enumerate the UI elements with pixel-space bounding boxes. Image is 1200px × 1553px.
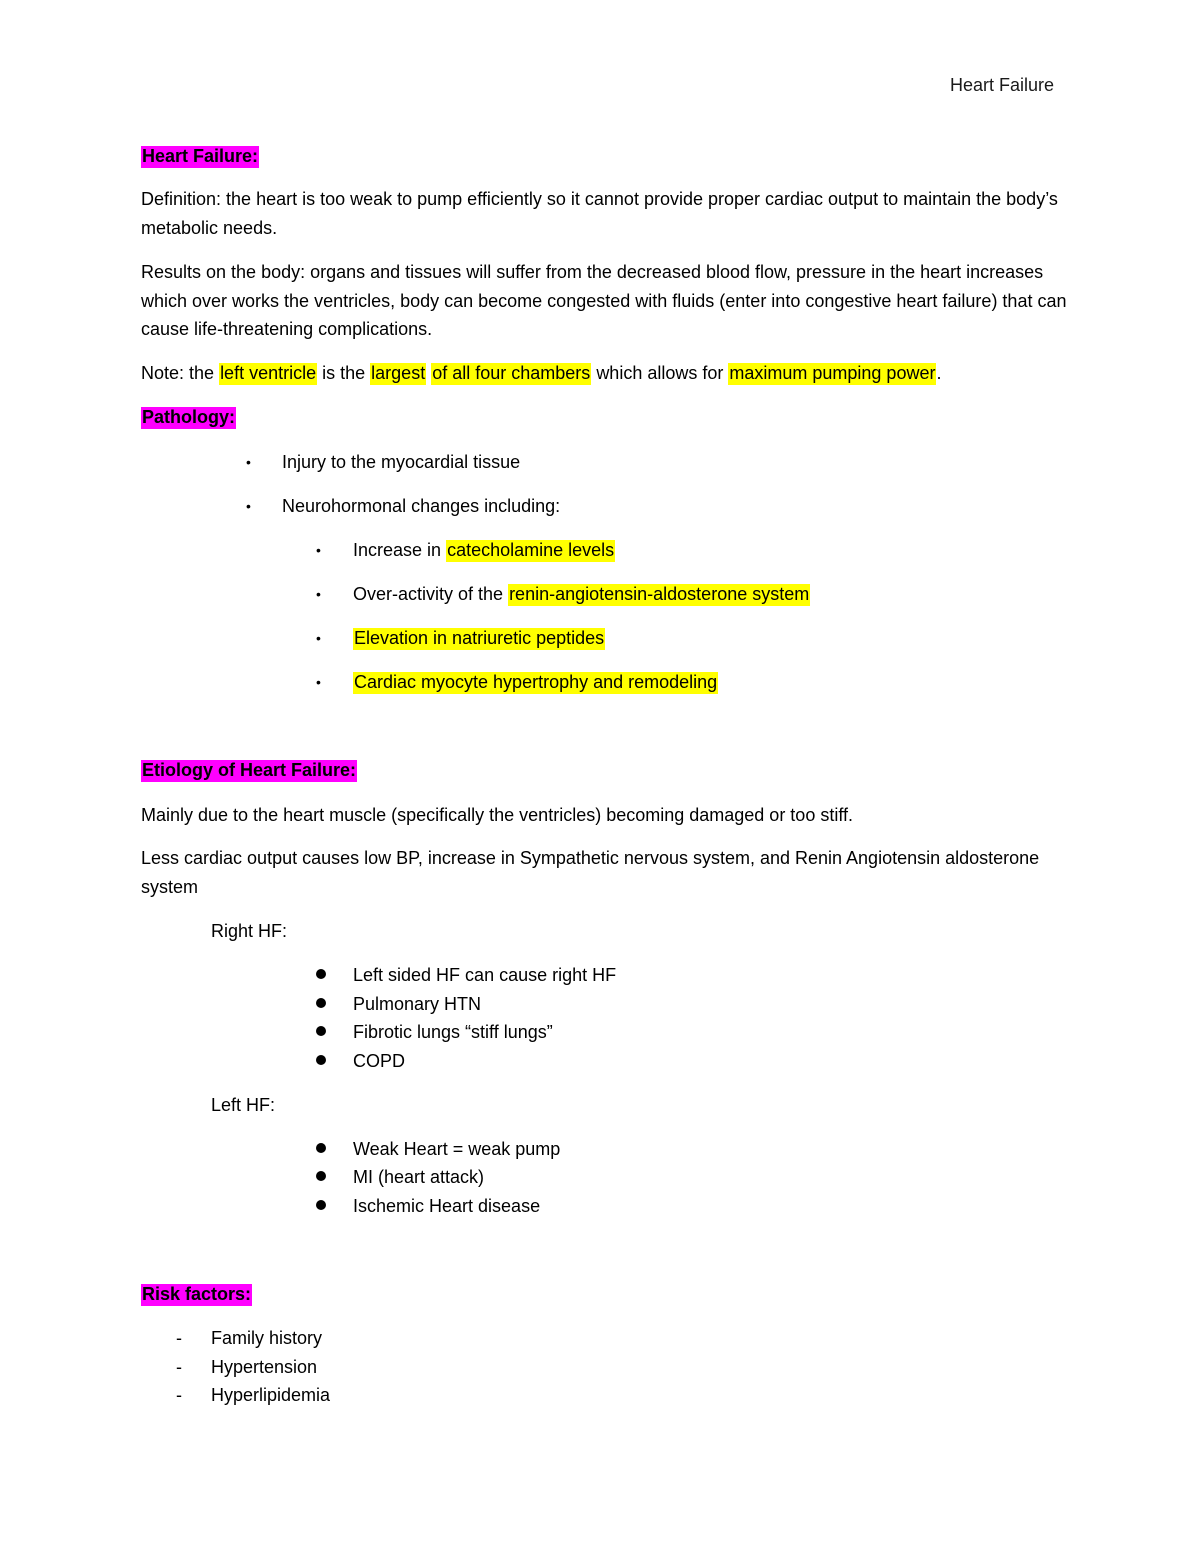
note-mid1: is the (322, 363, 366, 383)
bullet-icon (316, 1055, 326, 1065)
bullet-icon (316, 1143, 326, 1153)
risk-factors-heading (141, 1283, 252, 1305)
etiology-heading-text: Etiology of Heart Failure: (142, 760, 357, 780)
risk-factor-item: Hypertension (211, 1357, 318, 1377)
pathology-item (246, 451, 251, 474)
left-hf-item (316, 1138, 326, 1160)
risk-factor-dash: - (176, 1385, 182, 1405)
bullet-icon: • (316, 630, 321, 646)
pathology-sub-item-text (353, 627, 605, 649)
note-highlight-pumping-power: maximum pumping power (729, 363, 936, 383)
bullet-icon: • (246, 454, 251, 470)
etiology-heading (141, 759, 357, 781)
note-paragraph (141, 362, 941, 384)
bullet-icon: • (246, 498, 251, 514)
note-prefix: Note: the (141, 363, 215, 383)
right-hf-item-text: COPD (353, 1051, 406, 1071)
left-hf-label: Left HF: (211, 1095, 276, 1115)
left-hf-item-text: Weak Heart = weak pump (353, 1139, 561, 1159)
right-hf-item (316, 964, 326, 986)
note-mid2: which allows for (596, 363, 724, 383)
etiology-paragraph-2: Less cardiac output causes low BP, increase in Sympathetic nervous system, and Renin Angiotensin aldosterone system (141, 848, 1040, 897)
etiology-paragraph-1: Mainly due to the heart muscle (specifically the ventricles) becoming damaged or too stiff. (141, 805, 854, 825)
left-hf-item-text: Ischemic Heart disease (353, 1196, 541, 1216)
note-highlight-left-ventricle: left ventricle (220, 363, 317, 383)
bullet-icon: • (316, 674, 321, 690)
bullet-icon (316, 1171, 326, 1181)
note-highlight-four-chambers: of all four chambers (432, 363, 591, 383)
pathology-heading-text: Pathology: (142, 407, 235, 427)
sub-item-highlight: Cardiac myocyte hypertrophy and remodeling (354, 672, 718, 692)
note-suffix: . (936, 363, 942, 383)
bullet-icon (316, 1200, 326, 1210)
right-hf-item-text: Left sided HF can cause right HF (353, 965, 617, 985)
right-hf-item (316, 1021, 326, 1043)
left-hf-item-text: MI (heart attack) (353, 1167, 485, 1187)
left-hf-item (316, 1195, 326, 1217)
results-paragraph: Results on the body: organs and tissues will suffer from the decreased blood flow, pressure in the heart increases which over works the ventricles, body can become congested with fluids (enter into congestive heart failure) that can cause life-threatening complications. (141, 262, 1067, 339)
definition-paragraph: Definition: the heart is too weak to pump efficiently so it cannot provide proper cardiac output to maintain the body’s metabolic needs. (141, 189, 1058, 238)
pathology-sub-item (316, 671, 321, 694)
risk-factor-dash: - (176, 1357, 182, 1377)
bullet-icon (316, 998, 326, 1008)
sub-item-prefix: Increase in (353, 540, 442, 560)
running-header: Heart Failure (949, 75, 1054, 95)
right-hf-item-text: Pulmonary HTN (353, 994, 482, 1014)
heart-failure-heading-text: Heart Failure: (142, 146, 259, 166)
pathology-heading (141, 406, 236, 428)
sub-item-highlight: renin-angiotensin-aldosterone system (509, 584, 810, 604)
right-hf-item-text: Fibrotic lungs “stiff lungs” (353, 1022, 553, 1042)
pathology-item-text: Injury to the myocardial tissue (282, 452, 521, 472)
bullet-icon: • (316, 542, 321, 558)
risk-factor-item: Hyperlipidemia (211, 1385, 331, 1405)
risk-factor-item: Family history (211, 1328, 323, 1348)
pathology-sub-item (316, 539, 321, 562)
right-hf-item (316, 1050, 326, 1072)
sub-item-highlight: catecholamine levels (447, 540, 615, 560)
risk-factors-heading-text: Risk factors: (142, 1284, 252, 1304)
pathology-sub-item-text (353, 671, 718, 693)
pathology-item-text: Neurohormonal changes including: (282, 496, 561, 516)
pathology-item (246, 495, 251, 518)
right-hf-item (316, 993, 326, 1015)
sub-item-highlight: Elevation in natriuretic peptides (354, 628, 605, 648)
left-hf-item (316, 1166, 326, 1188)
bullet-icon: • (316, 586, 321, 602)
risk-factor-dash: - (176, 1328, 182, 1348)
pathology-sub-item (316, 627, 321, 650)
sub-item-prefix: Over-activity of the (353, 584, 504, 604)
pathology-sub-item-text (353, 583, 810, 605)
bullet-icon (316, 1026, 326, 1036)
note-highlight-largest: largest (371, 363, 426, 383)
right-hf-label: Right HF: (211, 921, 288, 941)
heart-failure-heading (141, 145, 259, 167)
pathology-sub-item-text (353, 539, 615, 561)
pathology-sub-item (316, 583, 321, 606)
bullet-icon (316, 969, 326, 979)
